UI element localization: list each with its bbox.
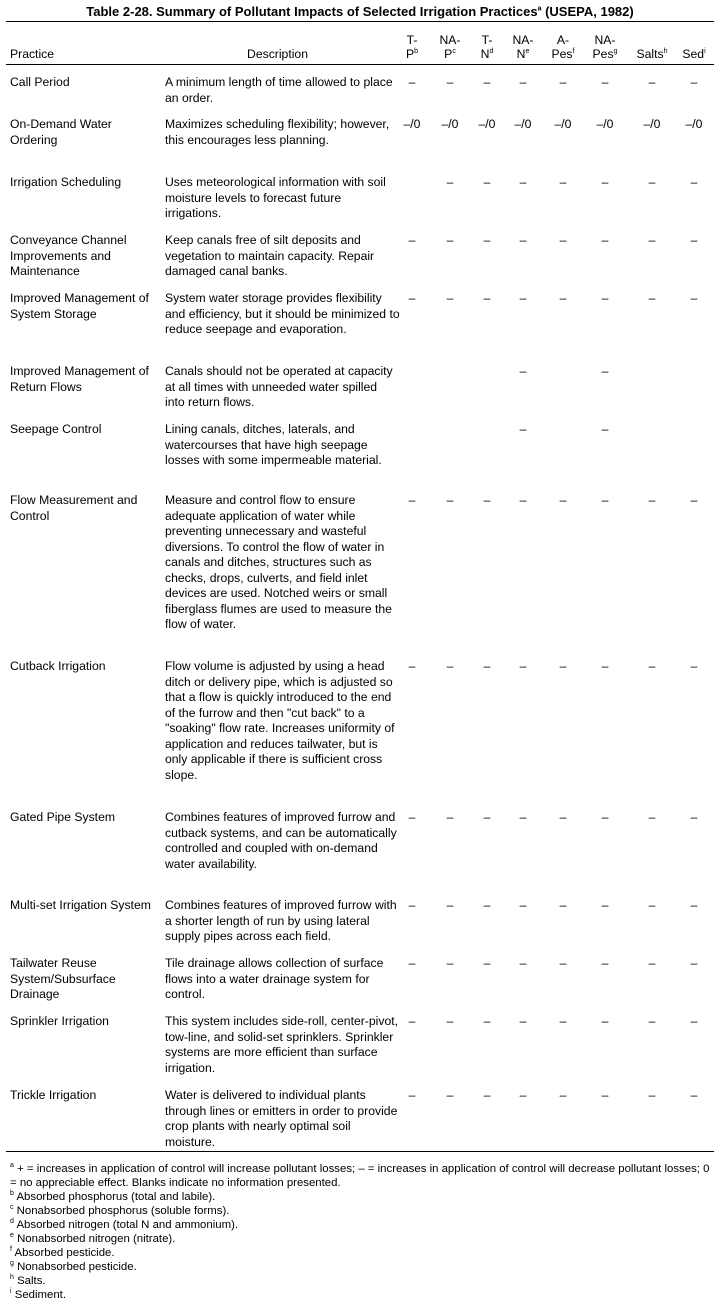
- impact-cell: –: [519, 175, 527, 189]
- header-rule: [6, 64, 714, 65]
- impact-cell: –: [519, 233, 527, 247]
- description-cell: Canals should not be operated at capacity at all times with unneeded water spilled into return flows.: [165, 364, 393, 409]
- column-header-top: T-: [481, 33, 493, 47]
- description-cell: Water is delivered to individual plants through lines or emitters in order to provide crop plants with nearly optimal soil moisture.: [165, 1088, 398, 1149]
- description-cell: Measure and control flow to ensure adequate application of water while preventing unnecessary and wasteful diversions. To control the flow of water in canals and ditches, structures such as checks, drops, culverts, and field inlet devices are used. Notched weirs or small fiberglass flumes are used to measure the flow of water.: [165, 493, 392, 631]
- impact-cell: –: [559, 898, 567, 912]
- impact-cell: –: [559, 1014, 567, 1028]
- footnote: [10, 1190, 710, 1204]
- footnote-text: Absorbed phosphorus (total and labile).: [13, 1191, 216, 1203]
- column-header: [467, 33, 507, 61]
- impact-cell: –: [483, 75, 491, 89]
- column-header-label: N: [516, 47, 526, 61]
- impact-cell: –: [446, 291, 454, 305]
- impact-cell: –: [601, 659, 609, 673]
- impact-cell: –/0: [478, 117, 496, 131]
- footnote-marker: e: [10, 1232, 14, 1240]
- impact-cell: –: [483, 1014, 491, 1028]
- impact-cell: –: [446, 493, 454, 507]
- footnote-marker: b: [414, 47, 419, 55]
- practice-cell: Trickle Irrigation: [10, 1088, 97, 1102]
- practice-cell: Seepage Control: [10, 422, 102, 436]
- footnote-marker: c: [452, 47, 456, 55]
- footnote-marker: d: [10, 1218, 14, 1226]
- impact-cell: –: [446, 175, 454, 189]
- impact-cell: –: [483, 1088, 491, 1102]
- column-header: [392, 33, 432, 61]
- impact-cell: –/0: [554, 117, 572, 131]
- impact-cell: –: [519, 493, 527, 507]
- column-header-bottom: [430, 47, 470, 61]
- column-header-top: [674, 33, 714, 47]
- impact-cell: –: [483, 956, 491, 970]
- table-title: Table 2-28. Summary of Pollutant Impacts of Selected Irrigation Practices$^a$ (USEPA, 1982): [86, 4, 634, 19]
- impact-cell: –: [648, 175, 656, 189]
- bottom-rule: [6, 1151, 714, 1152]
- header-description: Description: [247, 47, 308, 61]
- impact-cell: –: [519, 659, 527, 673]
- impact-cell: –: [690, 1014, 698, 1028]
- practice-cell: Conveyance Channel Improvements and Maintenance: [10, 233, 127, 278]
- column-header-label: N: [480, 47, 490, 61]
- impact-cell: –: [446, 233, 454, 247]
- column-header: [585, 33, 625, 61]
- column-header-bottom: [543, 47, 583, 61]
- footnote-text: Nonabsorbed nitrogen (nitrate).: [13, 1233, 176, 1245]
- impact-cell: –: [519, 956, 527, 970]
- column-header: [503, 33, 543, 61]
- impact-cell: –: [648, 493, 656, 507]
- footnote-text: Nonabsorbed phosphorus (soluble forms).: [13, 1205, 230, 1217]
- column-header-label: Sed: [682, 47, 705, 61]
- impact-cell: –: [483, 898, 491, 912]
- column-header-top: [632, 33, 672, 47]
- practice-cell: Improved Management of System Storage: [10, 291, 149, 321]
- impact-cell: –: [601, 422, 609, 436]
- impact-cell: –: [483, 233, 491, 247]
- description-cell: Uses meteorological information with soil moisture levels to forecast future irrigations.: [165, 175, 386, 220]
- footnote: [10, 1274, 710, 1288]
- impact-cell: –: [601, 493, 609, 507]
- impact-cell: –: [559, 810, 567, 824]
- impact-cell: –: [408, 810, 416, 824]
- impact-cell: –: [690, 233, 698, 247]
- column-header-label: Pes: [551, 47, 573, 61]
- impact-cell: –/0: [403, 117, 421, 131]
- footnote: [10, 1288, 710, 1302]
- practice-cell: Cutback Irrigation: [10, 659, 106, 673]
- description-cell: Maximizes scheduling flexibility; however, this encourages less planning.: [165, 117, 390, 147]
- impact-cell: –: [446, 659, 454, 673]
- impact-cell: –: [690, 75, 698, 89]
- description-cell: Combines features of improved furrow and cutback systems, and can be automatically controlled and coupled with on-demand water availability.: [165, 810, 397, 871]
- impact-cell: –: [648, 659, 656, 673]
- impact-cell: –: [690, 175, 698, 189]
- column-header-top: NA-: [594, 33, 616, 47]
- footnote-marker: i: [704, 47, 706, 55]
- footnotes: [10, 1162, 710, 1302]
- impact-cell: –/0: [685, 117, 703, 131]
- practice-cell: Improved Management of Return Flows: [10, 364, 149, 394]
- column-header-bottom: [632, 47, 672, 61]
- footnote-marker: h: [10, 1274, 14, 1282]
- impact-cell: –: [690, 493, 698, 507]
- impact-cell: –: [408, 1014, 416, 1028]
- column-header: [632, 33, 672, 61]
- impact-cell: –: [559, 493, 567, 507]
- footnote-marker: g: [613, 47, 618, 55]
- column-header-top: T-: [406, 33, 418, 47]
- column-header-label: Pes: [592, 47, 614, 61]
- practice-cell: Flow Measurement and Control: [10, 493, 138, 523]
- impact-cell: –/0: [643, 117, 661, 131]
- impact-cell: –: [483, 291, 491, 305]
- column-header-bottom: [674, 47, 714, 61]
- impact-cell: –: [408, 1088, 416, 1102]
- column-header: [543, 33, 583, 61]
- impact-cell: –: [446, 1088, 454, 1102]
- impact-cell: –: [601, 75, 609, 89]
- practice-cell: Multi-set Irrigation System: [10, 898, 151, 912]
- column-header-top: NA-: [512, 33, 534, 47]
- impact-cell: –: [601, 291, 609, 305]
- impact-cell: –: [648, 1014, 656, 1028]
- impact-cell: –: [446, 810, 454, 824]
- footnote-text: Salts.: [13, 1275, 46, 1287]
- description-cell: Tile drainage allows collection of surface flows into a water drainage system for control.: [165, 956, 384, 1001]
- description-cell: System water storage provides flexibility and efficiency, but it should be minimized to reduce seepage and evaporation.: [165, 291, 400, 336]
- impact-cell: –: [519, 75, 527, 89]
- impact-cell: –: [690, 659, 698, 673]
- impact-cell: –: [601, 233, 609, 247]
- footnote-text: + = increases in application of control will increase pollutant losses; – = increases in application of control will decrease pollutant losses; 0 = no appreciable effect. Blanks indicate no information presented.: [10, 1163, 710, 1189]
- impact-cell: –: [408, 898, 416, 912]
- impact-cell: –: [408, 956, 416, 970]
- impact-cell: –: [559, 233, 567, 247]
- footnote: [10, 1162, 710, 1190]
- header-practice: Practice: [10, 47, 55, 61]
- column-header-bottom: [467, 47, 507, 61]
- impact-cell: –: [559, 291, 567, 305]
- impact-cell: –: [519, 364, 527, 378]
- column-header-label: Salts: [636, 47, 664, 61]
- column-header-bottom: [585, 47, 625, 61]
- impact-cell: –: [519, 1088, 527, 1102]
- practice-cell: Call Period: [10, 75, 70, 89]
- footnote: [10, 1260, 710, 1274]
- top-rule: [6, 21, 714, 22]
- impact-cell: –: [648, 1088, 656, 1102]
- footnote-text: Sediment.: [11, 1289, 67, 1301]
- impact-cell: –: [408, 659, 416, 673]
- impact-cell: –: [601, 1014, 609, 1028]
- column-header-label: P: [444, 47, 453, 61]
- footnote-marker: i: [10, 1288, 12, 1296]
- impact-cell: –: [446, 898, 454, 912]
- footnote-marker: a: [10, 1162, 14, 1170]
- impact-cell: –: [648, 233, 656, 247]
- impact-cell: –: [690, 898, 698, 912]
- footnote-marker: g: [10, 1260, 14, 1268]
- footnote-text: Absorbed nitrogen (total N and ammonium).: [13, 1219, 239, 1231]
- footnote-marker: h: [663, 47, 668, 55]
- column-header-label: P: [405, 47, 415, 61]
- impact-cell: –: [519, 898, 527, 912]
- impact-cell: –: [446, 956, 454, 970]
- description-cell: Combines features of improved furrow with a shorter length of run by using lateral supply pipes across each field.: [165, 898, 397, 943]
- impact-cell: –: [559, 1088, 567, 1102]
- impact-cell: –: [648, 75, 656, 89]
- footnote: [10, 1204, 710, 1218]
- impact-cell: –: [559, 75, 567, 89]
- description-cell: Flow volume is adjusted by using a head ditch or delivery pipe, which is adjusted so that a flow is quickly introduced to the end of the furrow and then "cut back" to a "soaking" flow rate. Increases uniformity of application and reduces tailwater, but is only applicable if there is sufficient cross slope.: [165, 659, 395, 782]
- impact-cell: –: [483, 659, 491, 673]
- impact-cell: –: [483, 493, 491, 507]
- impact-cell: –: [601, 1088, 609, 1102]
- practice-cell: Irrigation Scheduling: [10, 175, 122, 189]
- impact-cell: –: [446, 1014, 454, 1028]
- description-cell: Keep canals free of silt deposits and vegetation to maintain capacity. Repair damaged canal banks.: [165, 233, 375, 278]
- impact-cell: –: [446, 75, 454, 89]
- description-cell: A minimum length of time allowed to place an order.: [165, 75, 393, 105]
- column-header-top: A-: [556, 33, 570, 47]
- impact-cell: –: [559, 659, 567, 673]
- impact-cell: –: [648, 956, 656, 970]
- impact-cell: –: [690, 291, 698, 305]
- footnote-marker: d: [489, 47, 494, 55]
- column-header: [674, 33, 714, 61]
- impact-cell: –: [559, 175, 567, 189]
- impact-cell: –: [690, 1088, 698, 1102]
- description-cell: Lining canals, ditches, laterals, and watercourses that have high seepage losses with some impermeable material.: [165, 422, 382, 467]
- impact-cell: –: [648, 810, 656, 824]
- practice-cell: Gated Pipe System: [10, 810, 115, 824]
- impact-cell: –: [519, 291, 527, 305]
- practice-cell: Sprinkler Irrigation: [10, 1014, 109, 1028]
- impact-cell: –: [648, 291, 656, 305]
- column-header: [430, 33, 470, 61]
- footnote: [10, 1246, 710, 1260]
- impact-cell: –/0: [596, 117, 614, 131]
- impact-cell: –: [408, 75, 416, 89]
- impact-cell: –: [408, 233, 416, 247]
- impact-cell: –: [601, 810, 609, 824]
- impact-cell: –: [690, 810, 698, 824]
- impact-cell: –/0: [514, 117, 532, 131]
- impact-cell: –: [519, 810, 527, 824]
- footnote-marker: f: [10, 1246, 12, 1254]
- footnote: [10, 1218, 710, 1232]
- column-header-bottom: [392, 47, 432, 61]
- impact-cell: –: [559, 956, 567, 970]
- impact-cell: –: [601, 956, 609, 970]
- impact-cell: –: [601, 175, 609, 189]
- impact-cell: –: [408, 291, 416, 305]
- footnote-marker: c: [10, 1204, 14, 1212]
- impact-cell: –: [408, 493, 416, 507]
- footnote-marker: b: [10, 1190, 14, 1198]
- impact-cell: –: [648, 898, 656, 912]
- impact-cell: –: [483, 810, 491, 824]
- footnote: [10, 1232, 710, 1246]
- impact-cell: –: [601, 898, 609, 912]
- column-header-top: NA-: [439, 33, 461, 47]
- impact-cell: –: [690, 956, 698, 970]
- footnote-marker: e: [525, 47, 530, 55]
- footnote-marker: f: [572, 47, 575, 55]
- description-cell: This system includes side-roll, center-pivot, tow-line, and solid-set sprinklers. Sprinkler systems are more efficient than surface irrigation.: [165, 1014, 398, 1075]
- column-header-bottom: [503, 47, 543, 61]
- impact-cell: –/0: [441, 117, 459, 131]
- impact-cell: –: [483, 175, 491, 189]
- impact-cell: –: [519, 422, 527, 436]
- impact-cell: –: [519, 1014, 527, 1028]
- impact-cell: –: [601, 364, 609, 378]
- footnote-text: Nonabsorbed pesticide.: [13, 1261, 137, 1273]
- footnote-text: Absorbed pesticide.: [11, 1247, 115, 1259]
- practice-cell: On-Demand Water Ordering: [10, 117, 112, 147]
- practice-cell: Tailwater Reuse System/Subsurface Drainage: [10, 956, 116, 1001]
